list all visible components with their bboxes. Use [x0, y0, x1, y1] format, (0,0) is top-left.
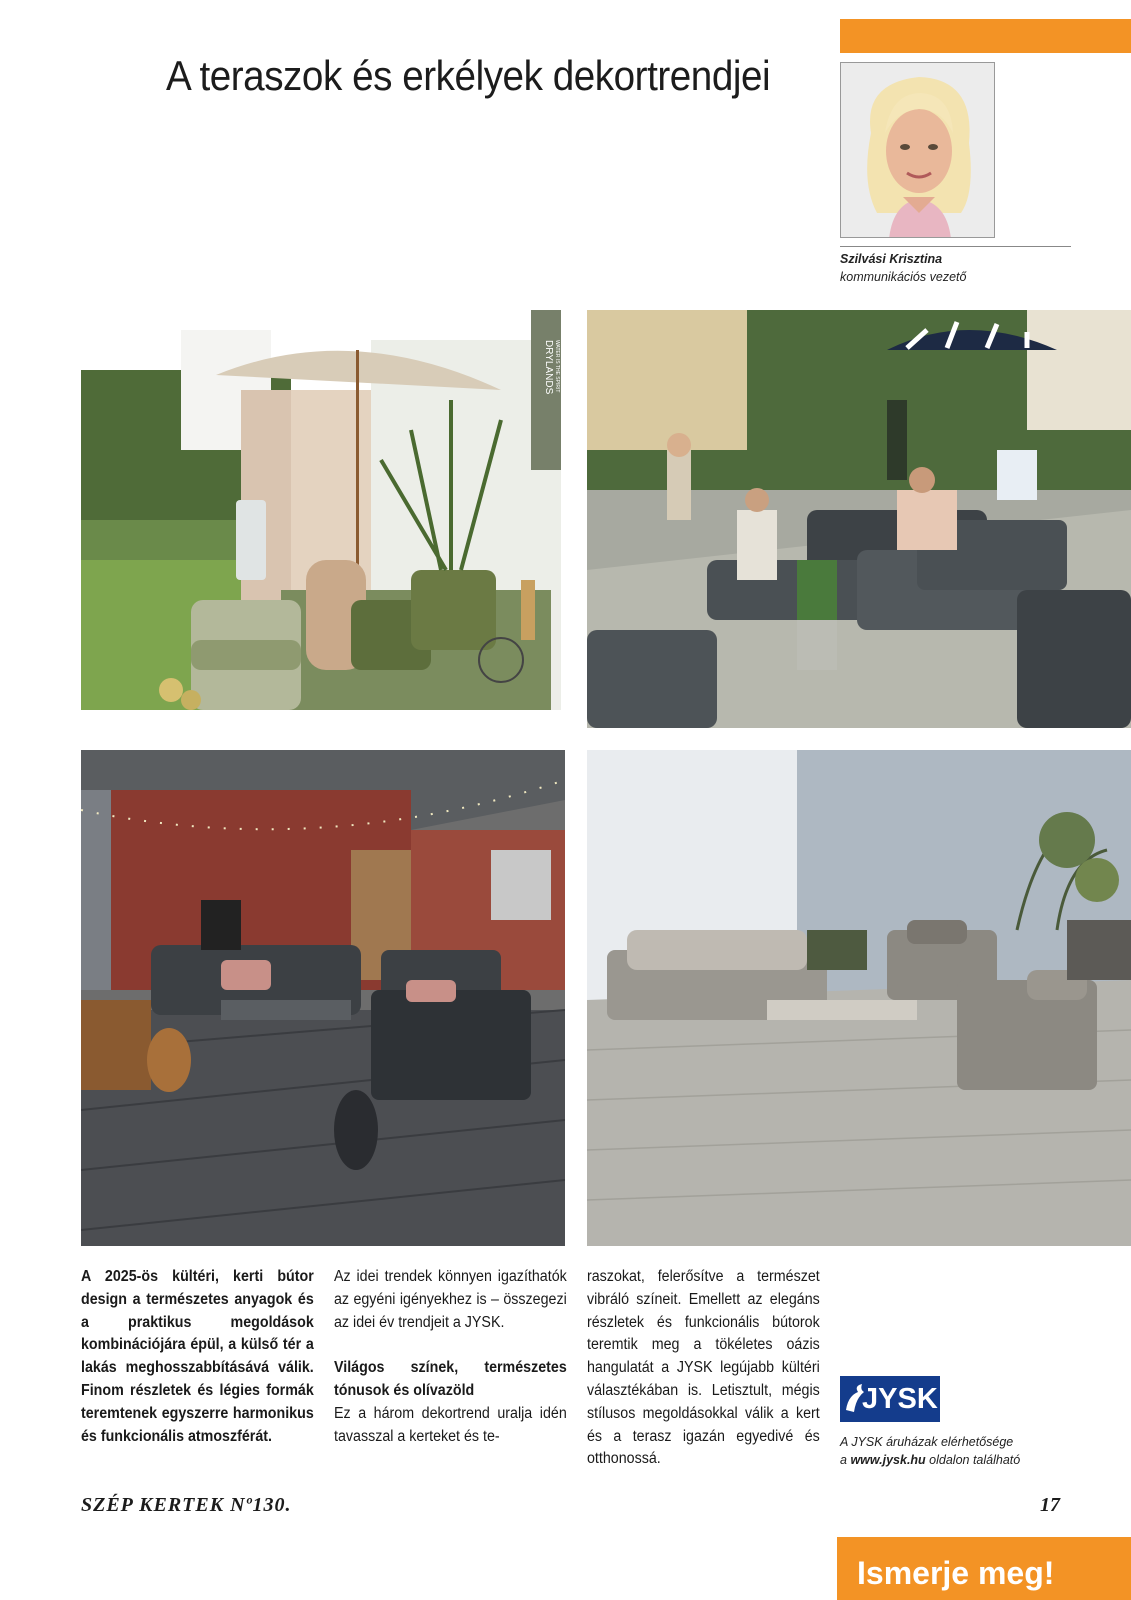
- jysk-note: A JYSK áruházak elérhetősége: [840, 1435, 1014, 1449]
- jysk-note-prefix: a: [840, 1453, 851, 1467]
- magazine-name: SZÉP KERTEK Nº130.: [81, 1494, 292, 1516]
- bright-terrace-photo: [587, 750, 1131, 1246]
- author-portrait: [840, 62, 995, 238]
- article-column-3: [587, 1266, 820, 1471]
- author-name: Szilvási Krisztina: [840, 252, 943, 266]
- moodboard-subtitle: WATER IS THE SPIRIT: [554, 340, 560, 393]
- jysk-url-note: [840, 1453, 1020, 1467]
- orange-accent-bar: [840, 19, 1131, 53]
- jysk-logo: [840, 1376, 940, 1422]
- moodboard-photo: [81, 310, 565, 728]
- learn-more-button[interactable]: Ismerje meg!: [837, 1537, 1131, 1600]
- article-intro: [81, 1266, 314, 1448]
- page-number: 17: [1040, 1494, 1060, 1516]
- author-role: kommunikációs vezető: [840, 270, 967, 284]
- paragraph-2-continued: raszokat, felerősítve a természet vibráló színeit. Emellett az elegáns részletek és funkcionális bútorok teremtik meg a tökéletes oázis hangulatát a JYSK legújabb kültéri választékában is. Letisztult, mégis stílusos megoldásokkal válik a kert és a terasz igazán egyedivé és otthonossá.: [587, 1268, 820, 1468]
- paragraph-1: Az idei trendek könnyen igazíthatók az egyéni igényekhez is – összegezi az idei év trendjeit a JYSK.: [334, 1268, 567, 1331]
- subheading: Világos színek, természetes tónusok és olívazöld: [334, 1359, 567, 1399]
- moodboard-brand: DRYLANDS: [543, 340, 554, 395]
- jysk-note-suffix: oldalon található: [925, 1453, 1021, 1467]
- article-column-2: [334, 1266, 567, 1448]
- terrace-people-photo: [587, 310, 1131, 728]
- page-title: A teraszok és erkélyek dekortrendjei: [166, 52, 771, 99]
- paragraph-2-start: Ez a három dekortrend uralja idén tavasszal a kerteket és te-: [334, 1404, 567, 1445]
- caption-rule: [840, 246, 1071, 247]
- intro-paragraph: A 2025-ös kültéri, kerti bútor design a természetes anyagok és a praktikus megoldások kombinációjára épül, a külső tér a lakás meghosszabbításává válik. Finom részletek és légies formák teremtenek egyszerre harmonikus és funkcionális atmoszférát.: [81, 1268, 314, 1445]
- jysk-logo-text: JYSK: [862, 1383, 938, 1415]
- brick-terrace-photo: [81, 750, 565, 1246]
- jysk-url[interactable]: www.jysk.hu: [850, 1453, 926, 1467]
